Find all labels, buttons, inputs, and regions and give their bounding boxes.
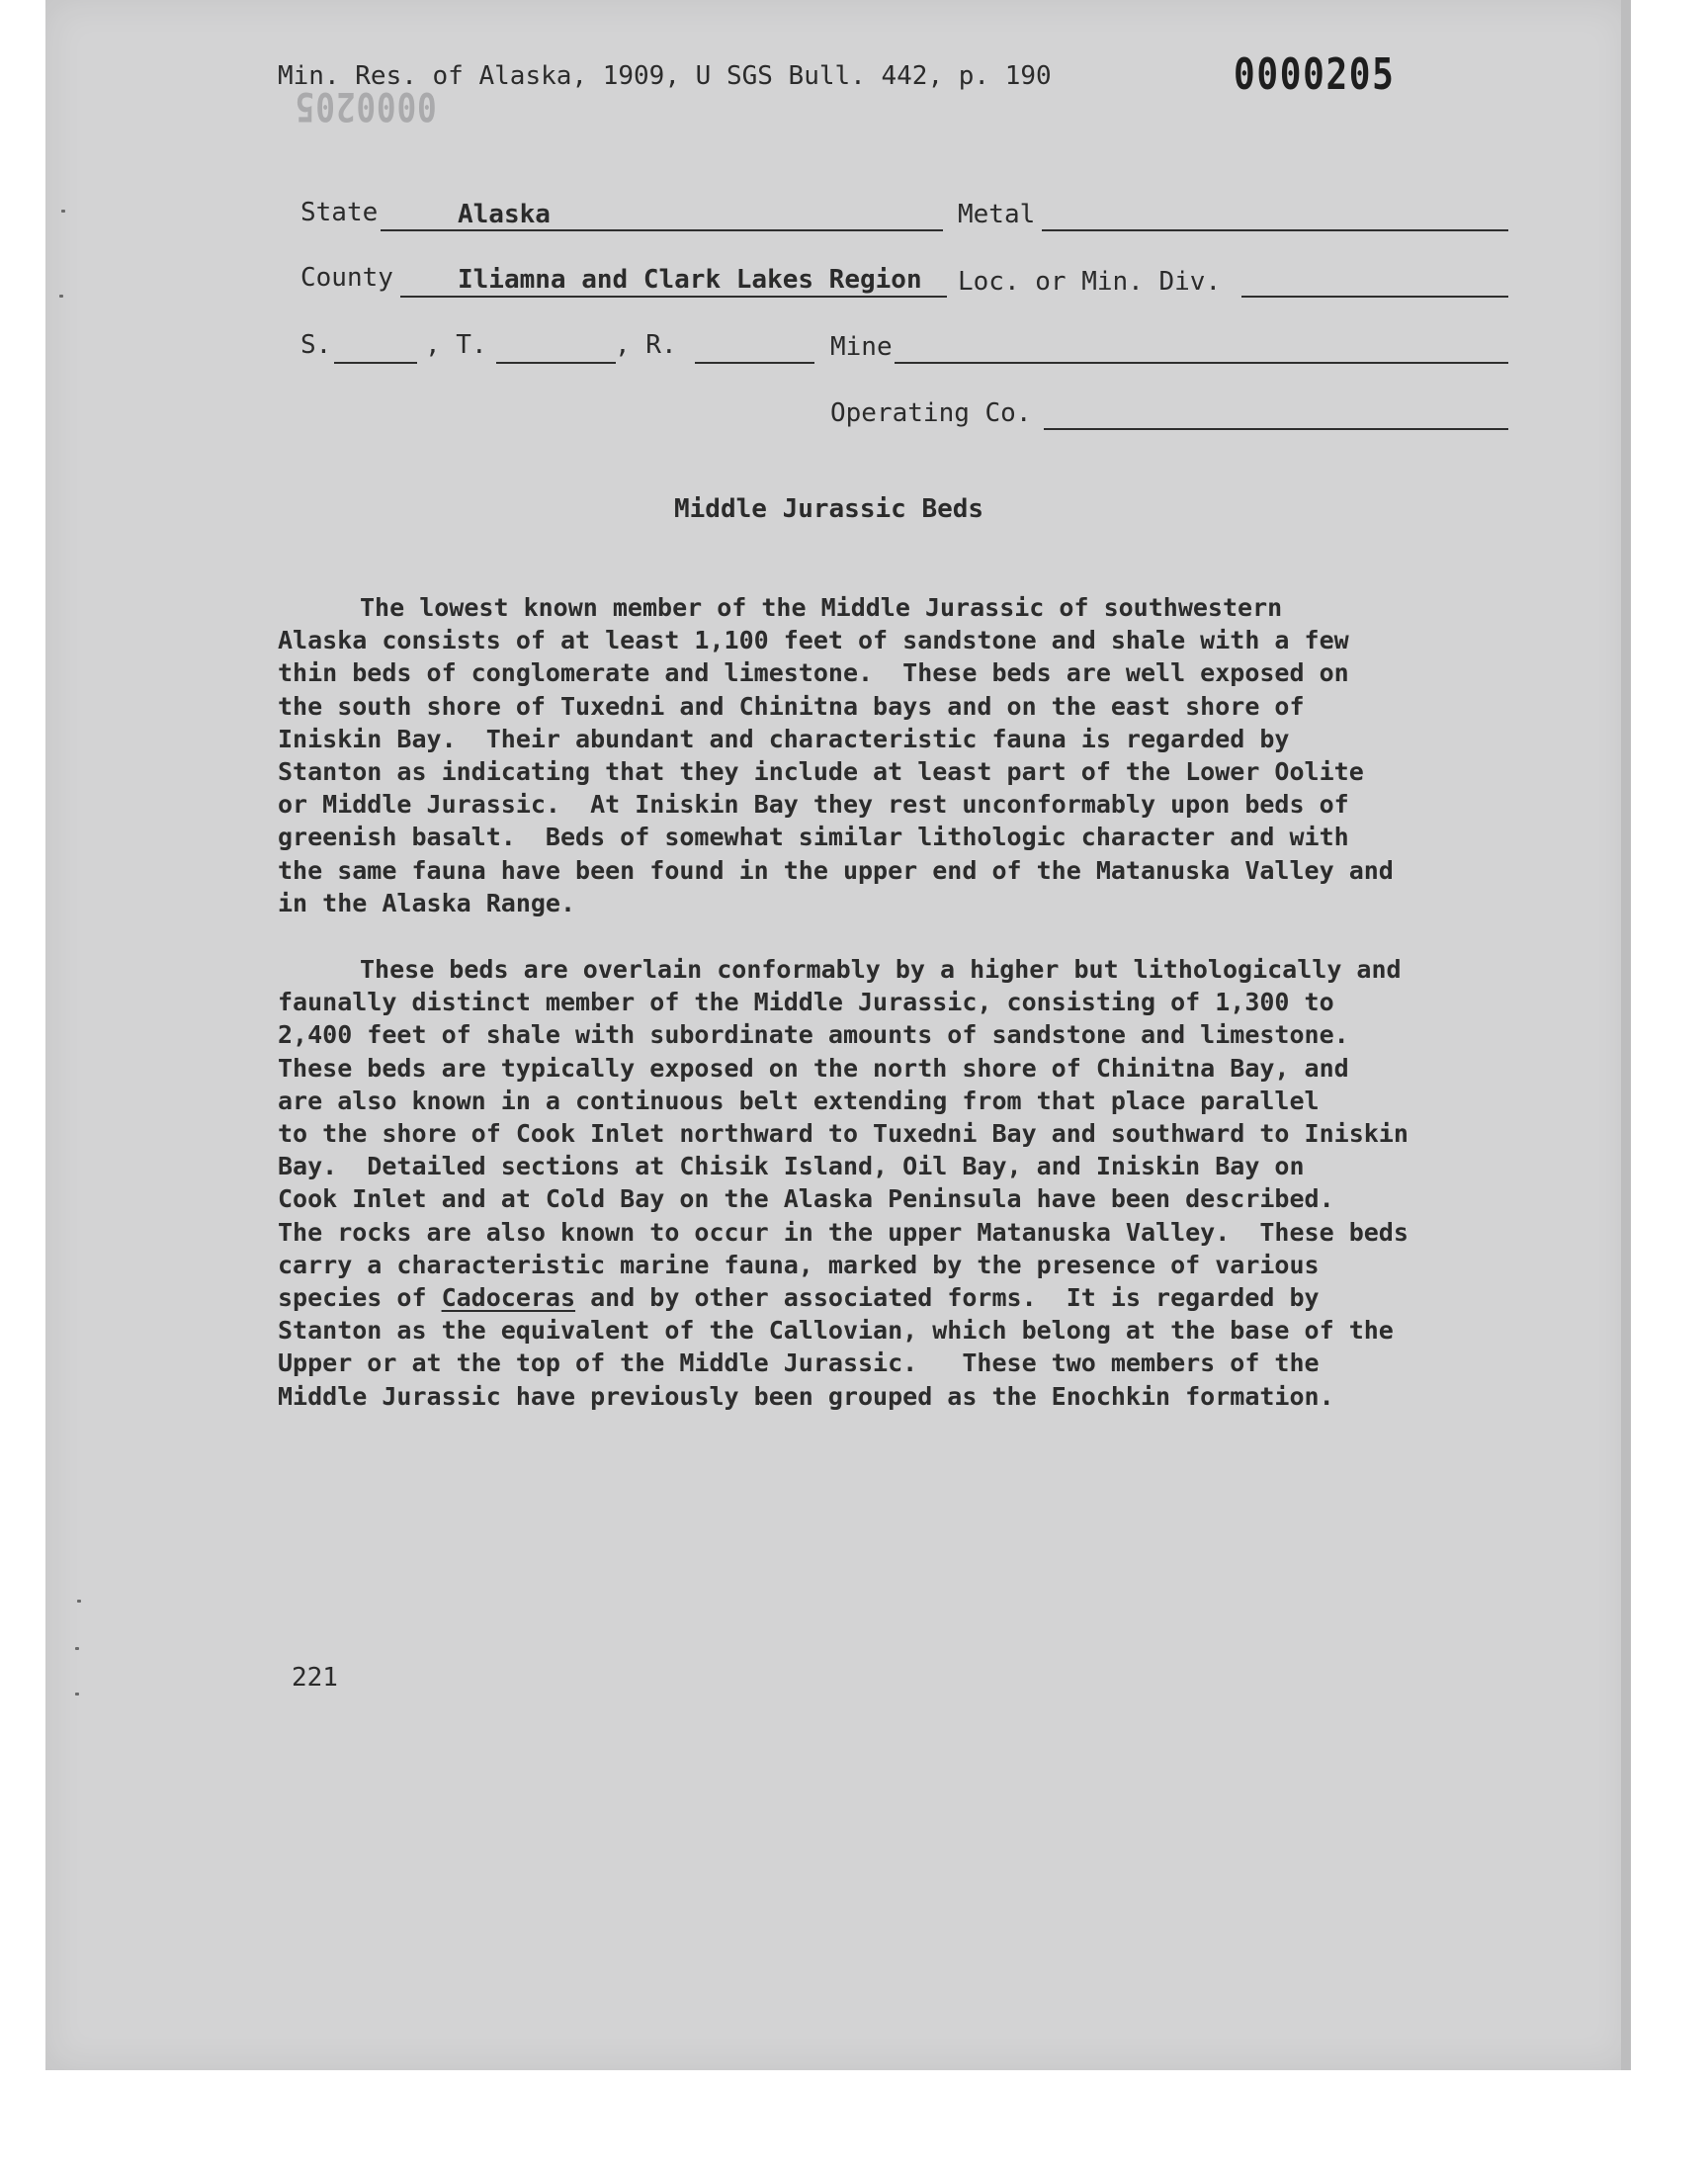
scan-speck [77, 1600, 81, 1603]
paragraph-line: greenish basalt. Beds of somewhat similar lithologic character and with [278, 823, 1349, 852]
paragraph-line: thin beds of conglomerate and limestone. These beds are well exposed on [278, 658, 1349, 688]
scan-speck [75, 1693, 79, 1696]
paragraph-line: in the Alaska Range. [278, 888, 576, 917]
section-title: Middle Jurassic Beds [674, 494, 984, 524]
species-prefix: species of [278, 1283, 442, 1313]
paragraph-line: Upper or at the top of the Middle Jurassic. These two members of the [278, 1348, 1320, 1378]
document-number: 0000205 [1234, 49, 1396, 100]
species-suffix: and by other associated forms. It is regarded by [575, 1283, 1320, 1313]
paragraph-line: Iniskin Bay. Their abundant and characteristic fauna is regarded by [278, 724, 1290, 753]
paragraph-line: Cook Inlet and at Cold Bay on the Alaska Peninsula have been described. [278, 1184, 1334, 1214]
metal-underline [1042, 229, 1508, 231]
state-value: Alaska [458, 200, 551, 229]
range-r-underline [695, 362, 814, 364]
mirrored-stamp-number: 0000205 [294, 83, 437, 129]
operating-co-underline [1044, 428, 1508, 430]
paragraph-line: are also known in a continuous belt extending from that place parallel [278, 1086, 1320, 1115]
paragraph-line: These beds are overlain conformably by a higher but lithologically and [360, 955, 1402, 984]
bulletin-reference: Min. Res. of Alaska, 1909, U SGS Bull. 442, p. 190 [278, 61, 1052, 91]
scan-speck [61, 210, 65, 213]
paragraph-line-species [278, 1281, 1543, 1314]
page-number: 221 [292, 1663, 338, 1693]
county-value: Iliamna and Clark Lakes Region [458, 265, 922, 295]
operating-co-label: Operating Co. [830, 398, 1032, 428]
section-s-label: S. [300, 330, 332, 360]
paragraph-line: the same fauna have been found in the upper end of the Matanuska Valley and [278, 855, 1394, 885]
paragraph-line: 2,400 feet of shale with subordinate amounts of sandstone and limestone. [278, 1020, 1349, 1050]
scan-speck [59, 295, 63, 298]
paragraph-line: Middle Jurassic have previously been grouped as the Enochkin formation. [278, 1381, 1334, 1411]
paragraph-line: Alaska consists of at least 1,100 feet of sandstone and shale with a few [278, 626, 1349, 655]
metal-label: Metal [958, 200, 1036, 229]
township-t-label: , T. [425, 330, 487, 360]
county-underline [400, 296, 947, 298]
township-t-underline [496, 362, 616, 364]
paragraph-line: Stanton as the equivalent of the Callovian, which belong at the base of the [278, 1316, 1394, 1346]
species-name: Cadoceras [441, 1283, 576, 1313]
paragraph-line: to the shore of Cook Inlet northward to Tuxedni Bay and southward to Iniskin [278, 1119, 1409, 1149]
paragraph-line: Bay. Detailed sections at Chisik Island, Oil Bay, and Iniskin Bay on [278, 1152, 1305, 1181]
loc-underline [1241, 296, 1508, 298]
paragraph-1 [278, 591, 1543, 919]
paragraph-line: carry a characteristic marine fauna, marked by the presence of various [278, 1250, 1320, 1279]
sheet-edge-shadow [1621, 0, 1631, 2070]
paragraph-line: faunally distinct member of the Middle Jurassic, consisting of 1,300 to [278, 988, 1334, 1017]
paragraph-line: or Middle Jurassic. At Iniskin Bay they rest unconformably upon beds of [278, 790, 1349, 820]
paragraph-line: The lowest known member of the Middle Jurassic of southwestern [360, 593, 1283, 622]
state-underline [381, 229, 943, 231]
section-s-underline [334, 362, 417, 364]
paragraph-2 [278, 953, 1543, 1413]
scan-speck [75, 1647, 79, 1650]
state-label: State [300, 198, 379, 227]
mine-underline [895, 362, 1508, 364]
county-label: County [300, 263, 393, 293]
loc-label: Loc. or Min. Div. [958, 267, 1222, 297]
paragraph-line: Stanton as indicating that they include at least part of the Lower Oolite [278, 757, 1364, 787]
paragraph-line: the south shore of Tuxedni and Chinitna bays and on the east shore of [278, 691, 1305, 721]
paragraph-line: The rocks are also known to occur in the upper Matanuska Valley. These beds [278, 1217, 1409, 1247]
mine-label: Mine [830, 332, 893, 362]
paragraph-line: These beds are typically exposed on the north shore of Chinitna Bay, and [278, 1053, 1349, 1083]
range-r-label: , R. [615, 330, 677, 360]
